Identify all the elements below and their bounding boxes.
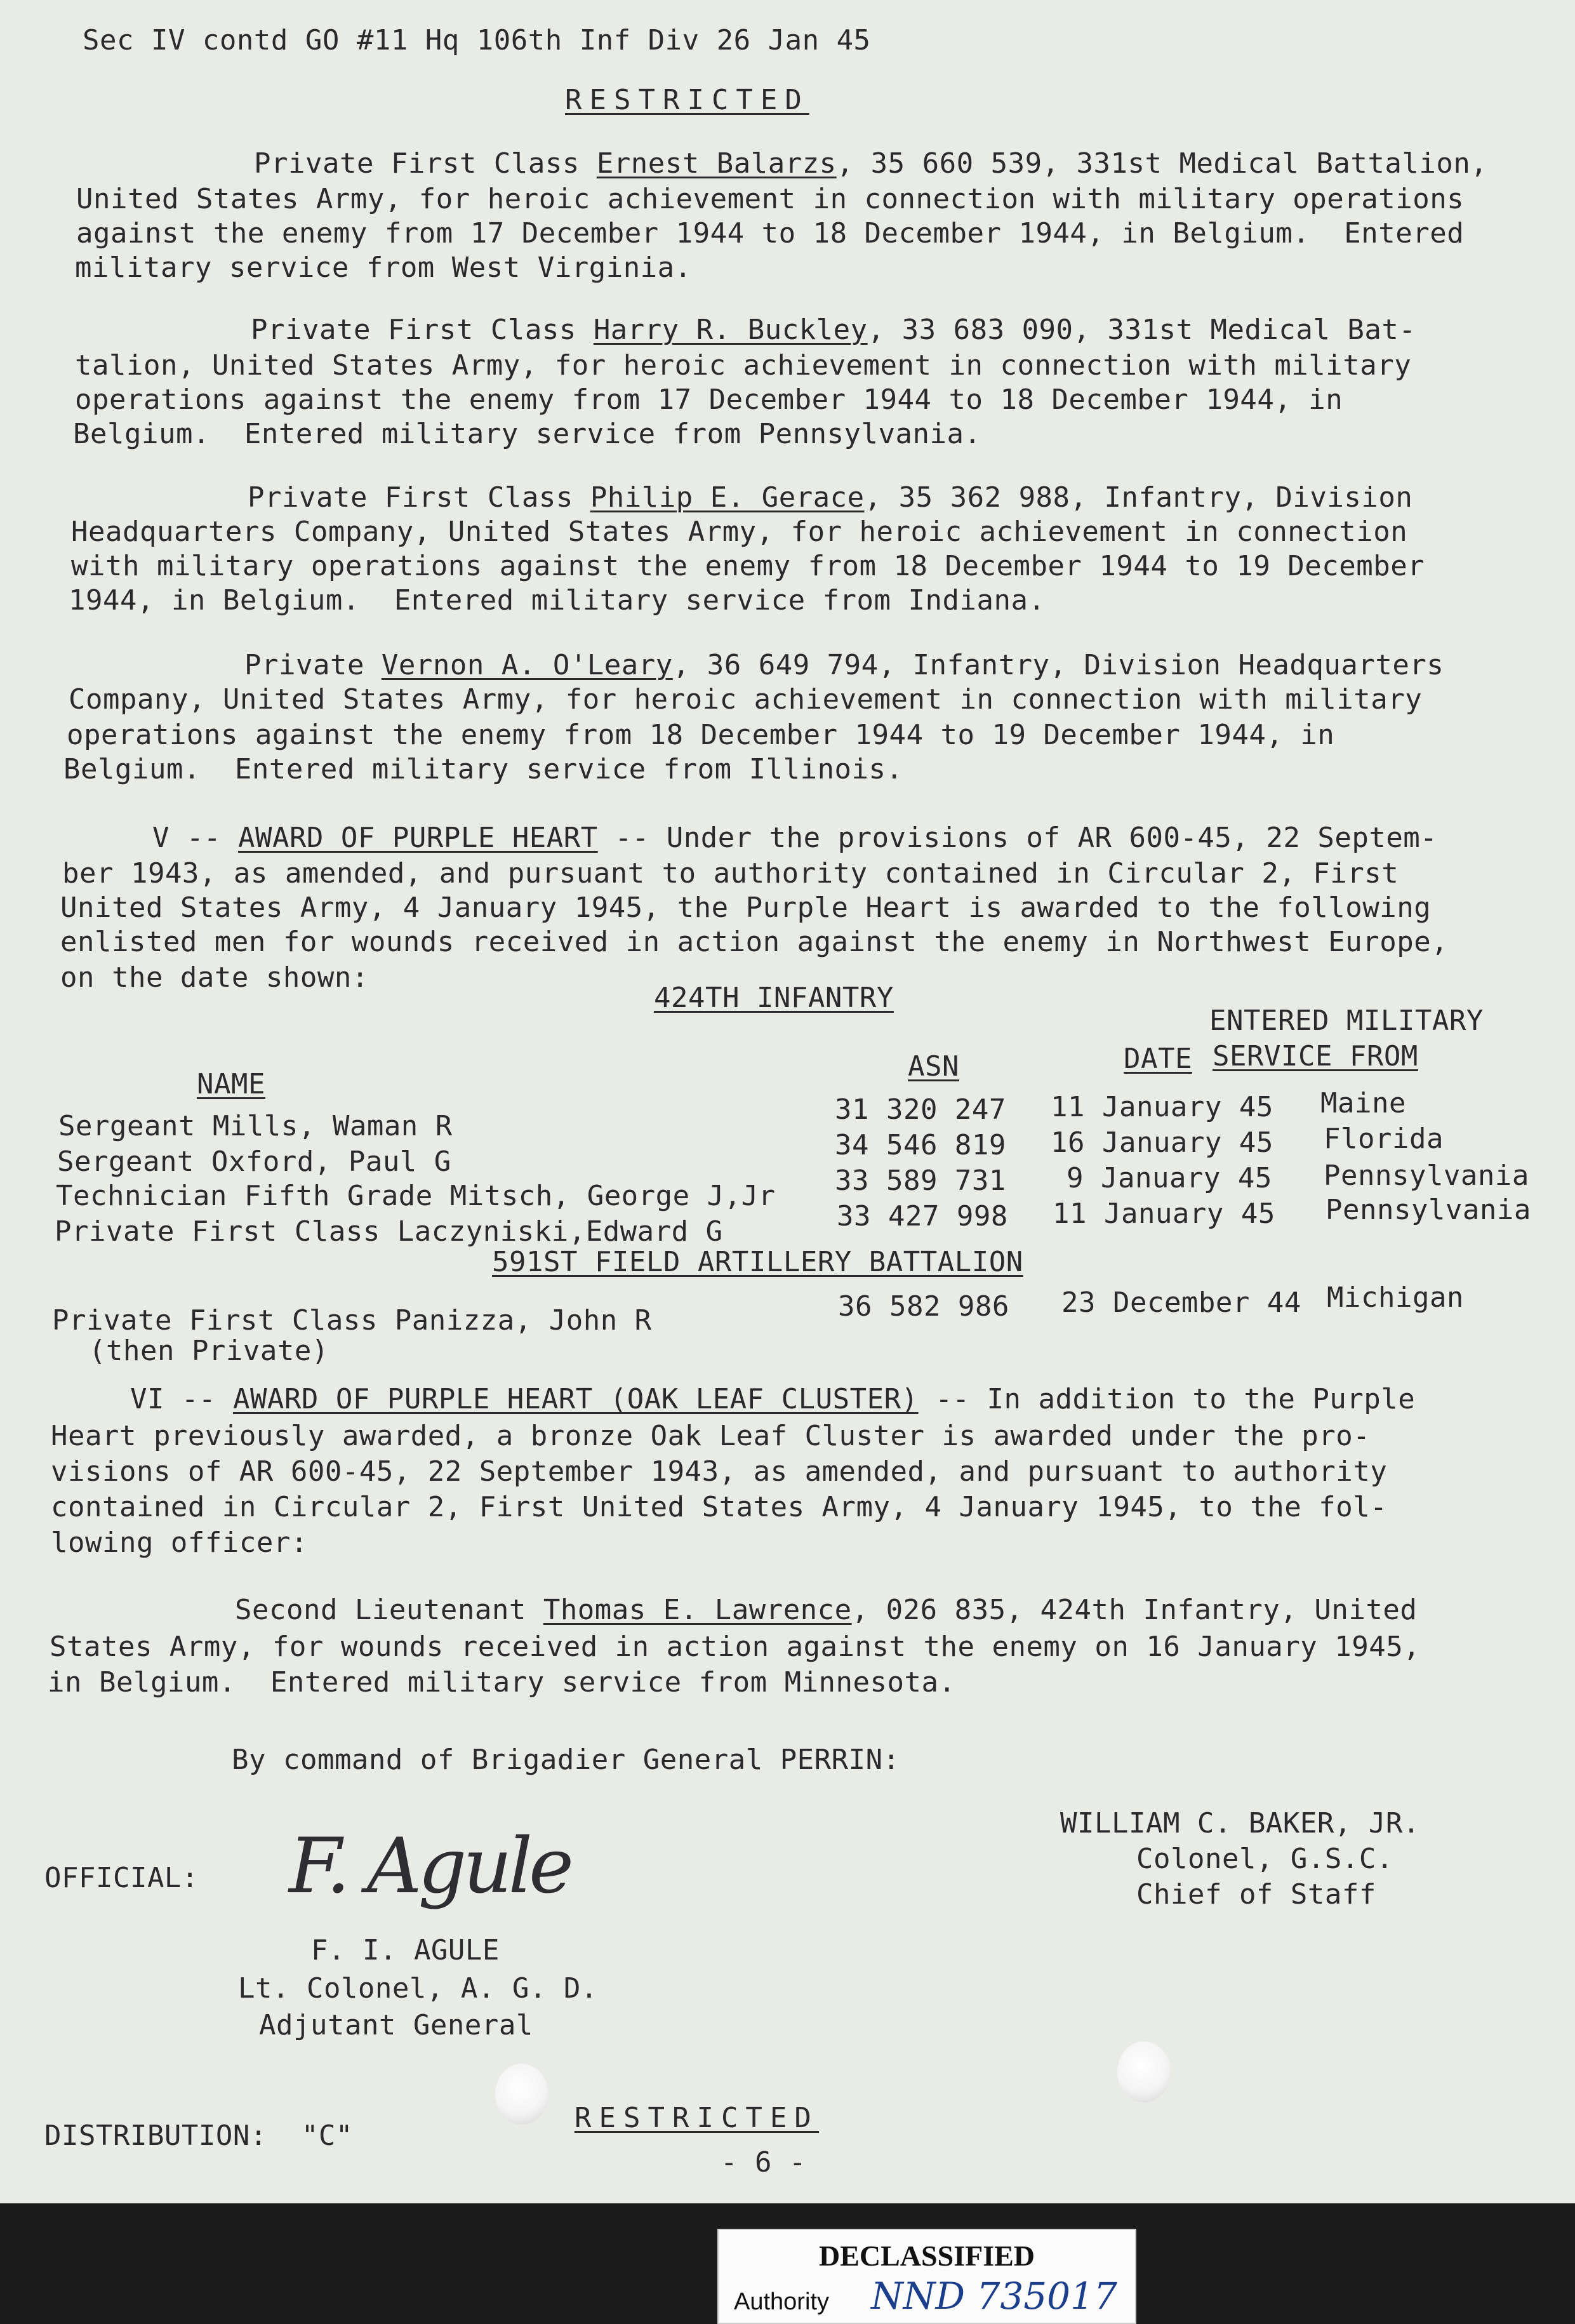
punch-hole (495, 2064, 548, 2125)
official-label: OFFICIAL: (44, 1862, 199, 1894)
declassified-stamp (717, 2229, 1136, 2324)
recipient-name: Ernest Balarzs (596, 147, 837, 180)
command-line: By command of Brigadier General PERRIN: (232, 1744, 900, 1776)
handwritten-signature: F. Agule (289, 1822, 571, 1911)
stamp-authority-code: NND 735017 (871, 2274, 1117, 2318)
recipient-name: Vernon A. O'Leary (381, 649, 673, 681)
distribution: DISTRIBUTION: "C" (44, 2120, 353, 2152)
column-header-entered: ENTERED MILITARY (1209, 1005, 1484, 1037)
stamp-title: DECLASSIFIED (819, 2240, 1035, 2272)
recipient-name: Philip E. Gerace (590, 481, 865, 514)
chief-rank: Colonel, G.S.C. (1136, 1843, 1393, 1875)
adjutant-rank: Lt. Colonel, A. G. D. (238, 1972, 598, 2005)
stamp-authority-label: Authority (734, 2288, 829, 2315)
punch-hole (1117, 2041, 1171, 2102)
adjutant-title: Adjutant General (259, 2009, 533, 2041)
recipient-name: Thomas E. Lawrence (543, 1594, 852, 1626)
chief-title: Chief of Staff (1136, 1878, 1376, 1911)
page-number: - 6 - (721, 2146, 806, 2179)
recipient-name: Harry R. Buckley (593, 314, 868, 346)
section-heading: AWARD OF PURPLE HEART (237, 822, 598, 854)
classification-top: RESTRICTED (565, 84, 809, 116)
unit-heading: 424TH INFANTRY (654, 982, 894, 1014)
column-header-date: DATE (1124, 1043, 1192, 1075)
classification-bottom: RESTRICTED (575, 2102, 819, 2134)
chief-name: WILLIAM C. BAKER, JR. (1060, 1807, 1420, 1840)
adjutant-name: F. I. AGULE (311, 1934, 500, 1967)
column-header-asn: ASN (908, 1050, 959, 1083)
section-heading: AWARD OF PURPLE HEART (OAK LEAF CLUSTER) (232, 1383, 919, 1415)
document-page: Sec IV contd GO #11 Hq 106th Inf Div 26 Jan 45 RESTRICTED Private First Class Ernest Balarzs, 35 660 539, 331st Medical Battalion, United States Army, for heroic achievement in connection with military operations against the enemy from 17 December 1944 to 18 December 1944, in Belgium. Entered military service from West Virginia. Private First Class Harry R. Buckley, 33 683 090, 331st Medical Bat- talion, United States Army, for heroic achievement in connection with military operations against the enemy from 17 December 1944 to 18 December 1944, in Belgium. Entered military service from Pennsylvania. Private First Class Philip E. Gerace, 35 362 988, Infantry, Division Headquarters Company, United States Army, for heroic achievement in connection with military operations against the enemy from 18 December 1944 to 19 December 1944, in Belgium. Entered military service from Indiana. Private Vernon A. O'Leary, 36 649 794, Infantry, Division Headquarters Company, United States Army, for heroic achievement in connection with military operations against the enemy from 18 December 1944 to 19 December 1944, in Belgium. Entered military service from Illinois. V -- AWARD OF PURPLE HEART -- Under the provisions of AR 600-45, 22 Septem- ber 1943, as amended, and pursuant to authority contained in Circular 2, First United States Army, 4 January 1945, the Purple Heart is awarded to the following enlisted men for wounds received in action against the enemy in Northwest Europe, on the date shown: 424TH INFANTRY ENTERED MILITARY NAME ASN DATE SERVICE FROM Sergeant Mills, Waman R 31 320 247 11 January 45 Maine Sergeant Oxford, Paul G 34 546 819 16 January 45 Florida Technician Fifth Grade Mitsch, George J,Jr 33 589 731 9 January 45 Pennsylvania Private First Class Laczyniski,Edward G 33 427 998 11 January 45 Pennsylvania 591ST FIELD ARTILLERY BATTALION Private First Class Panizza, John R (then Private) 36 582 986 23 December 44 Michigan VI -- AWARD OF PURPLE HEART (OAK LEAF CLUSTER) -- In addition to the Purple Heart previously awarded, a bronze Oak Leaf Cluster is awarded under the pro- visions of AR 600-45, 22 September 1943, as amended, and pursuant to authority contained in Circular 2, First United States Army, 4 January 1945, to the fol- lowing officer: Second Lieutenant Thomas E. Lawrence, 026 835, 424th Infantry, United States Army, for wounds received in action against the enemy on 16 January 1945, in Belgium. Entered military service from Minnesota. By command of Brigadier General PERRIN: WILLIAM C. BAKER, JR. Colonel, G.S.C. Chief of Staff OFFICIAL: F. Agule F. I. AGULE Lt. Colonel, A. G. D. Adjutant General DISTRIBUTION: "C" RESTRICTED - 6 - (0, 0, 1575, 2203)
column-header-name: NAME (197, 1068, 265, 1100)
header-reference: Sec IV contd GO #11 Hq 106th Inf Div 26 Jan 45 (83, 24, 871, 57)
unit-heading: 591ST FIELD ARTILLERY BATTALION (492, 1246, 1023, 1278)
column-header-service-from: SERVICE FROM (1213, 1040, 1418, 1072)
